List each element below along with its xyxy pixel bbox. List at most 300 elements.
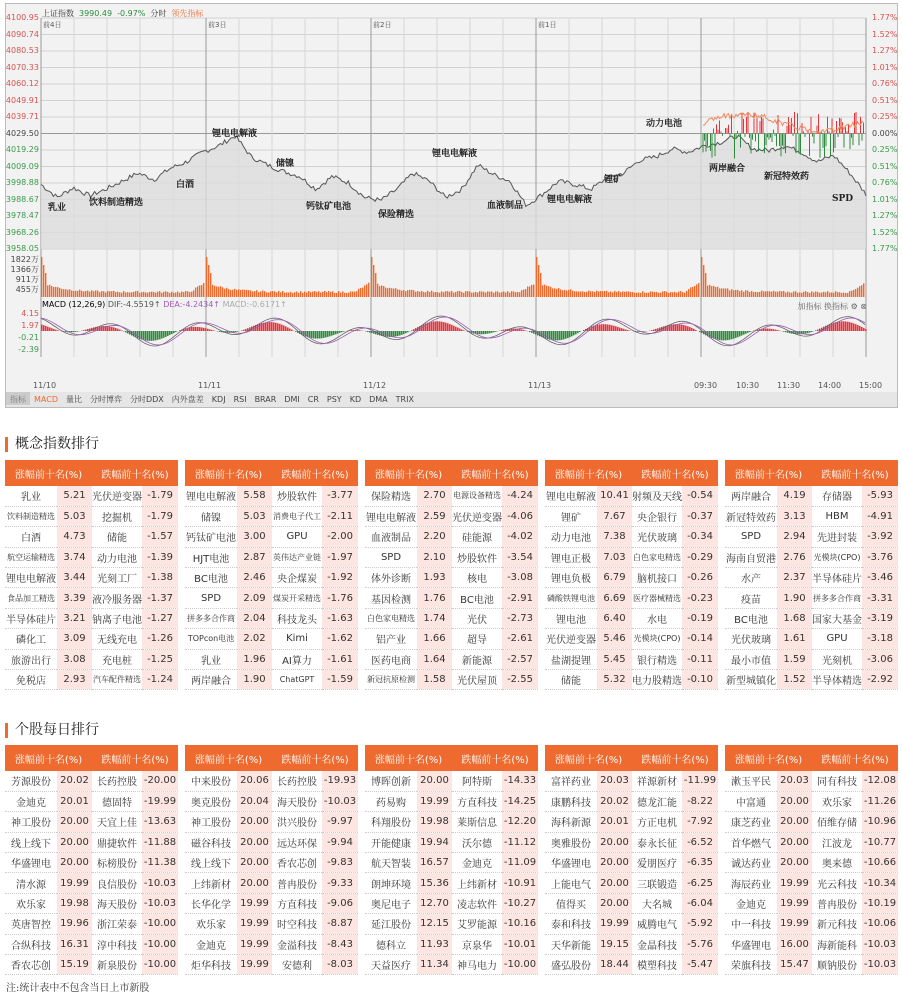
volume-bar xyxy=(483,292,484,297)
gainer-name[interactable]: 神工股份 xyxy=(185,812,237,832)
gainer-name[interactable]: 德科立 xyxy=(365,934,417,954)
gainer-name[interactable]: 科翔股份 xyxy=(365,812,417,832)
stocks-ranking-table xyxy=(185,745,358,975)
loser-name[interactable]: 洪兴股份 xyxy=(272,812,322,832)
gainer-name[interactable]: 钙钛矿电池 xyxy=(185,527,237,547)
loser-name[interactable]: 水电 xyxy=(632,608,682,628)
table-row xyxy=(365,832,538,852)
losers-header: 跌幅前十名(%) xyxy=(632,460,718,486)
gainer-pct: 1.52 xyxy=(777,670,812,690)
loser-name[interactable]: BC电池 xyxy=(452,588,502,608)
loser-pct: -1.26 xyxy=(142,629,178,649)
gainer-name[interactable]: 线上线下 xyxy=(185,853,237,873)
gainer-name[interactable]: 海南自贸港 xyxy=(725,547,777,567)
loser-name[interactable]: 阿特斯 xyxy=(452,771,502,791)
loser-name[interactable]: 煤炭开采精选 xyxy=(272,588,322,608)
loser-name[interactable]: 光刻工厂 xyxy=(92,568,142,588)
gainer-name[interactable]: BC电池 xyxy=(725,608,777,628)
gainer-name[interactable]: 磷化工 xyxy=(5,629,57,649)
loser-name[interactable]: 新能源 xyxy=(452,649,502,669)
gainer-name[interactable]: 乳业 xyxy=(5,486,57,506)
gainer-name[interactable]: 华盛锂电 xyxy=(545,853,597,873)
gainer-name[interactable]: 白色家电精选 xyxy=(365,608,417,628)
loser-name[interactable]: 良信股份 xyxy=(92,873,142,893)
gainer-name[interactable]: 清水源 xyxy=(5,873,57,893)
intraday-chart-panel[interactable] xyxy=(5,3,898,408)
indicator-tab[interactable]: RSI xyxy=(233,395,247,404)
gainer-name[interactable]: 值得买 xyxy=(545,893,597,913)
volume-bar xyxy=(624,292,625,297)
macd-bar xyxy=(209,329,211,331)
loser-name[interactable]: 安德利 xyxy=(272,955,322,975)
macd-bar xyxy=(725,331,727,340)
gainer-name[interactable]: 锂电电解液 xyxy=(5,568,57,588)
gainer-name[interactable]: 博晖创新 xyxy=(365,771,417,791)
volume-bar xyxy=(191,292,192,297)
gainer-name[interactable]: 药易购 xyxy=(365,791,417,811)
gainer-name[interactable]: 食品加工精选 xyxy=(5,588,57,608)
loser-pct: -2.57 xyxy=(502,649,538,669)
volume-bar xyxy=(465,291,466,297)
loser-name[interactable]: 超导 xyxy=(452,629,502,649)
loser-name[interactable]: 国家大基金 xyxy=(812,608,862,628)
gainer-name[interactable]: 新冠特效药 xyxy=(725,506,777,526)
gainer-pct: 20.06 xyxy=(237,771,272,791)
volume-bar xyxy=(729,290,730,297)
loser-name[interactable]: 脑机接口 xyxy=(632,568,682,588)
loser-name[interactable]: 上纬新材 xyxy=(452,873,502,893)
loser-name[interactable]: 光云科技 xyxy=(812,873,862,893)
loser-name[interactable]: 模塑科技 xyxy=(632,955,682,975)
gainer-name[interactable]: 动力电池 xyxy=(545,527,597,547)
volume-bar xyxy=(789,292,790,297)
loser-name[interactable]: 德固特 xyxy=(92,791,142,811)
gainer-name[interactable]: 锂矿 xyxy=(545,506,597,526)
chart-annotation: 锂电电解液 xyxy=(547,195,593,205)
table-row xyxy=(365,771,538,791)
gainer-name[interactable]: 金迪克 xyxy=(5,791,57,811)
gainer-name[interactable]: 中富通 xyxy=(725,791,777,811)
gainer-name[interactable]: 储镍 xyxy=(185,506,237,526)
gainer-name[interactable]: 盛弘股份 xyxy=(545,955,597,975)
volume-bar xyxy=(193,290,194,297)
loser-name[interactable]: 炒股软件 xyxy=(272,486,322,506)
macd-bar xyxy=(561,331,563,340)
gainer-name[interactable]: 长华化学 xyxy=(185,893,237,913)
indicator-tab[interactable]: 内外盘差 xyxy=(171,395,204,404)
volume-bar xyxy=(857,288,858,297)
volume-bar xyxy=(250,290,251,297)
gainer-name[interactable]: 光伏玻璃 xyxy=(725,629,777,649)
gainer-name[interactable]: 两岸融合 xyxy=(725,486,777,506)
gainer-pct: 19.96 xyxy=(57,914,92,934)
loser-name[interactable]: 医疗器械精选 xyxy=(632,588,682,608)
volume-bar xyxy=(280,292,281,297)
loser-name[interactable]: 汽车配件精选 xyxy=(92,670,142,690)
volume-bar xyxy=(115,292,116,297)
volume-bar xyxy=(652,292,653,297)
gainer-name[interactable]: 盐湖提锂 xyxy=(545,649,597,669)
volume-bar xyxy=(240,290,241,297)
loser-name[interactable]: 金晶科技 xyxy=(632,934,682,954)
loser-name[interactable]: 无线充电 xyxy=(92,629,142,649)
volume-bar xyxy=(837,292,838,297)
loser-name[interactable]: 威腾电气 xyxy=(632,914,682,934)
macd-tick: -2.39 xyxy=(18,345,39,354)
volume-bar xyxy=(783,291,784,297)
loser-name[interactable]: 时空科技 xyxy=(272,914,322,934)
loser-name[interactable]: 光模块(CPO) xyxy=(812,547,862,567)
gainer-name[interactable]: 保险精选 xyxy=(365,486,417,506)
loser-name[interactable]: 挖掘机 xyxy=(92,506,142,526)
loser-name[interactable]: 光刻机 xyxy=(812,649,862,669)
loser-name[interactable]: 佰维存储 xyxy=(812,812,862,832)
loser-name[interactable]: 半导体精选 xyxy=(812,670,862,690)
loser-name[interactable]: 三联锻造 xyxy=(632,873,682,893)
gainer-name[interactable]: 白酒 xyxy=(5,527,57,547)
loser-pct: -11.88 xyxy=(142,832,178,852)
loser-name[interactable]: 标榜股份 xyxy=(92,853,142,873)
gainer-name[interactable]: 英唐智控 xyxy=(5,914,57,934)
gainer-name[interactable]: 医药电商 xyxy=(365,649,417,669)
loser-name[interactable]: ChatGPT xyxy=(272,670,322,690)
price-tick: 4049.91 xyxy=(5,95,39,105)
loser-name[interactable]: 储能 xyxy=(92,527,142,547)
loser-name[interactable]: 凌志软件 xyxy=(452,893,502,913)
gainer-name[interactable]: 锂电负极 xyxy=(545,568,597,588)
macd-bar xyxy=(115,328,117,331)
gainer-name[interactable]: 荣旗科技 xyxy=(725,955,777,975)
loser-name[interactable]: 充电桩 xyxy=(92,649,142,669)
gainer-name[interactable]: 延江股份 xyxy=(365,914,417,934)
gainer-name[interactable]: 朗坤环境 xyxy=(365,873,417,893)
loser-name[interactable]: 普冉股份 xyxy=(812,893,862,913)
loser-name[interactable]: 浙江荣泰 xyxy=(92,914,142,934)
gainer-name[interactable]: 金迪克 xyxy=(725,893,777,913)
gainer-name[interactable]: HJT电池 xyxy=(185,547,237,567)
indicator-tab[interactable]: 量比 xyxy=(65,395,82,404)
leading-indicator-link[interactable]: 领先指标 xyxy=(171,9,204,18)
loser-name[interactable]: 海天股份 xyxy=(92,893,142,913)
gainer-name[interactable]: 诚达药业 xyxy=(725,853,777,873)
loser-pct: -10.03 xyxy=(142,873,178,893)
macd-bar xyxy=(169,331,171,335)
volume-bar xyxy=(809,293,810,297)
gainer-name[interactable]: 天益医疗 xyxy=(365,955,417,975)
loser-name[interactable]: 长药控股 xyxy=(272,771,322,791)
loser-pct: -6.35 xyxy=(682,853,718,873)
gainer-name[interactable]: 欢乐家 xyxy=(5,893,57,913)
volume-bar xyxy=(487,291,488,297)
gainer-name[interactable]: 奥尼电子 xyxy=(365,893,417,913)
gainer-name[interactable]: 华盛锂电 xyxy=(725,934,777,954)
loser-pct: -14.33 xyxy=(502,771,538,791)
gainer-pct: 1.66 xyxy=(417,629,452,649)
loser-name[interactable]: GPU xyxy=(812,629,862,649)
gainer-name[interactable]: 神工股份 xyxy=(5,812,57,832)
gainer-name[interactable]: 合纵科技 xyxy=(5,934,57,954)
close-icon[interactable]: ⊗ xyxy=(860,302,867,311)
indicator-tab[interactable]: PSY xyxy=(326,395,342,404)
loser-pct: -0.11 xyxy=(682,649,718,669)
macd-bar xyxy=(563,331,565,339)
volume-bar xyxy=(674,292,675,297)
gainer-pct: 20.00 xyxy=(777,791,812,811)
gainer-name[interactable]: 香农芯创 xyxy=(5,955,57,975)
macd-bar xyxy=(369,331,371,333)
gainer-name[interactable]: SPD xyxy=(365,547,417,567)
gainer-name[interactable]: 欢乐家 xyxy=(185,914,237,934)
volume-bar xyxy=(51,286,52,297)
gainer-name[interactable]: 上纬新材 xyxy=(185,873,237,893)
volume-bar xyxy=(576,291,577,297)
macd-dea: DEA:-4.2434↑ xyxy=(163,300,221,309)
gainer-name[interactable]: 中来股份 xyxy=(185,771,237,791)
gainer-name[interactable]: 半导体硅片 xyxy=(5,608,57,628)
gainer-name[interactable]: 免税店 xyxy=(5,670,57,690)
gainer-name[interactable]: 拼多多合作商 xyxy=(185,608,237,628)
x-label: 11/10 xyxy=(33,381,57,390)
gainer-pct: 3.39 xyxy=(57,588,92,608)
gainer-name[interactable]: 芳源股份 xyxy=(5,771,57,791)
loser-name[interactable]: 半导体硅片 xyxy=(812,568,862,588)
loser-name[interactable]: 拼多多合作商 xyxy=(812,588,862,608)
gainer-name[interactable]: 天华新能 xyxy=(545,934,597,954)
gainer-name[interactable]: 锂电电解液 xyxy=(365,506,417,526)
loser-name[interactable]: 新元科技 xyxy=(812,914,862,934)
gainer-name[interactable]: 磁谷科技 xyxy=(185,832,237,852)
gainer-pct: 20.00 xyxy=(57,832,92,852)
loser-name[interactable]: 海天股份 xyxy=(272,791,322,811)
loser-name[interactable]: 天宜上佳 xyxy=(92,812,142,832)
add-indicator-button[interactable]: 加指标 xyxy=(797,302,822,311)
indicator-tab[interactable]: 分时DDX xyxy=(129,395,164,404)
macd-bar xyxy=(317,331,319,339)
loser-name[interactable]: Kimi xyxy=(272,629,322,649)
gainer-name[interactable]: 磷酸铁锂电池 xyxy=(545,588,597,608)
indicator-tab[interactable]: KDJ xyxy=(211,395,226,404)
loser-name[interactable]: 普冉股份 xyxy=(272,873,322,893)
indicator-tab[interactable]: TRIX xyxy=(395,395,414,404)
volume-tick: 1366万 xyxy=(10,265,39,274)
gainer-name[interactable]: 新冠抗原检测 xyxy=(365,670,417,690)
gainer-name[interactable]: 华盛锂电 xyxy=(5,853,57,873)
loser-name[interactable]: 泰永长征 xyxy=(632,832,682,852)
volume-bar xyxy=(85,291,86,297)
volume-bar xyxy=(811,291,812,297)
gainer-name[interactable]: 疫苗 xyxy=(725,588,777,608)
loser-name[interactable]: 淳中科技 xyxy=(92,934,142,954)
macd-bar xyxy=(699,331,701,332)
loser-name[interactable]: 液冷服务器 xyxy=(92,588,142,608)
volume-bar xyxy=(688,289,689,297)
gainer-name[interactable]: 旅游出行 xyxy=(5,649,57,669)
macd-bar xyxy=(479,331,481,334)
loser-name[interactable]: 央企银行 xyxy=(632,506,682,526)
volume-bar xyxy=(813,292,814,297)
gainer-pct: 19.99 xyxy=(237,934,272,954)
gainer-name[interactable]: 最小市值 xyxy=(725,649,777,669)
gainer-name[interactable]: 基因检测 xyxy=(365,588,417,608)
gainer-name[interactable]: 锂电电解液 xyxy=(545,486,597,506)
loser-name[interactable]: 欢乐家 xyxy=(812,791,862,811)
volume-bar xyxy=(129,292,130,297)
loser-name[interactable]: 核电 xyxy=(452,568,502,588)
gainer-name[interactable]: 铝产业 xyxy=(365,629,417,649)
gainer-name[interactable]: 锂电池 xyxy=(545,608,597,628)
volume-bar xyxy=(232,290,233,297)
gainer-name[interactable]: 上能电气 xyxy=(545,873,597,893)
macd-bar xyxy=(151,331,153,341)
gainer-pct: 2.59 xyxy=(417,506,452,526)
loser-name[interactable]: 钠离子电池 xyxy=(92,608,142,628)
loser-name[interactable]: 光模块(CPO) xyxy=(632,629,682,649)
loser-name[interactable]: 艾罗能源 xyxy=(452,914,502,934)
gainer-name[interactable]: 中一科技 xyxy=(725,914,777,934)
table-row xyxy=(725,649,898,669)
indicator-tab[interactable]: DMA xyxy=(369,395,388,404)
loser-name[interactable]: HBM xyxy=(812,506,862,526)
loser-name[interactable]: 大名城 xyxy=(632,893,682,913)
volume-bar xyxy=(248,290,249,297)
loser-name[interactable]: 白色家电精选 xyxy=(632,547,682,567)
indicator-tab[interactable]: KD xyxy=(349,395,362,404)
gainer-name[interactable]: 两岸融合 xyxy=(185,670,237,690)
settings-icon[interactable]: ⚙ xyxy=(850,302,858,311)
indicator-tab[interactable]: MACD xyxy=(34,395,58,404)
loser-name[interactable]: 爱朋医疗 xyxy=(632,853,682,873)
gainers-header: 涨幅前十名(%) xyxy=(365,460,452,486)
loser-name[interactable]: 光伏屋顶 xyxy=(452,670,502,690)
gainer-name[interactable]: 富祥药业 xyxy=(545,771,597,791)
switch-indicator-button[interactable]: 换指标 xyxy=(824,302,849,311)
loser-name[interactable]: 远达环保 xyxy=(272,832,322,852)
indicator-tab[interactable]: DMI xyxy=(284,395,300,404)
indicator-tab[interactable]: 指标 xyxy=(6,392,30,405)
gainer-name[interactable]: 水产 xyxy=(725,568,777,588)
loser-name[interactable]: 鼎捷软件 xyxy=(92,832,142,852)
gainer-name[interactable]: SPD xyxy=(185,588,237,608)
loser-name[interactable]: 动力电池 xyxy=(92,547,142,567)
macd-bar xyxy=(197,327,199,331)
macd-bar xyxy=(459,329,461,331)
loser-name[interactable]: 海新能科 xyxy=(812,934,862,954)
gainer-name[interactable]: 线上线下 xyxy=(5,832,57,852)
loser-name[interactable]: 沃尔德 xyxy=(452,832,502,852)
macd-bar xyxy=(775,330,777,331)
gainer-name[interactable]: 饮料制造精选 xyxy=(5,506,57,526)
loser-name[interactable]: 金迪克 xyxy=(452,853,502,873)
indicator-tab[interactable]: 分时博弈 xyxy=(89,395,122,404)
macd-bar xyxy=(679,324,681,331)
gainer-name[interactable]: 海辰药业 xyxy=(725,873,777,893)
gainer-name[interactable]: 航空运输精选 xyxy=(5,547,57,567)
table-row xyxy=(365,608,538,628)
volume-bar xyxy=(475,292,476,297)
loser-name[interactable]: 光伏逆变器 xyxy=(92,486,142,506)
loser-name[interactable]: AI算力 xyxy=(272,649,322,669)
loser-name[interactable]: 方直科技 xyxy=(452,791,502,811)
loser-name[interactable]: 祥源新材 xyxy=(632,771,682,791)
loser-name[interactable]: 炒股软件 xyxy=(452,547,502,567)
gainer-name[interactable]: 康鹏科技 xyxy=(545,791,597,811)
loser-name[interactable]: 香农芯创 xyxy=(272,853,322,873)
gainer-name[interactable]: 锂电正极 xyxy=(545,547,597,567)
loser-name[interactable]: 莱斯信息 xyxy=(452,812,502,832)
indicator-tab[interactable]: CR xyxy=(307,395,319,404)
gainer-name[interactable]: 首华燃气 xyxy=(725,832,777,852)
loser-name[interactable]: 光伏 xyxy=(452,608,502,628)
loser-name[interactable]: 电源设备精选 xyxy=(452,486,502,506)
gainer-name[interactable]: 金迪克 xyxy=(185,934,237,954)
gainer-name[interactable]: 体外诊断 xyxy=(365,568,417,588)
loser-name[interactable]: 光伏逆变器 xyxy=(452,506,502,526)
loser-name[interactable]: 先进封装 xyxy=(812,527,862,547)
loser-name[interactable]: 硅能源 xyxy=(452,527,502,547)
gainer-name[interactable]: 炬华科技 xyxy=(185,955,237,975)
table-row xyxy=(365,873,538,893)
gainer-name[interactable]: TOPcon电池 xyxy=(185,629,237,649)
gainer-name[interactable]: 乳业 xyxy=(185,649,237,669)
loser-name[interactable]: 京泉华 xyxy=(452,934,502,954)
volume-bar xyxy=(216,286,217,297)
loser-name[interactable]: 存储器 xyxy=(812,486,862,506)
gainer-name[interactable]: 康芝药业 xyxy=(725,812,777,832)
loser-name[interactable]: 科技龙头 xyxy=(272,608,322,628)
gainer-name[interactable]: 奥雅股份 xyxy=(545,832,597,852)
chart-annotation: 两岸融合 xyxy=(709,164,746,174)
table-row xyxy=(545,791,718,811)
gainer-name[interactable]: 海科新源 xyxy=(545,812,597,832)
loser-pct: -10.01 xyxy=(502,934,538,954)
gainer-name[interactable]: 泰和科技 xyxy=(545,914,597,934)
gainer-name[interactable]: BC电池 xyxy=(185,568,237,588)
loser-name[interactable]: 央企煤炭 xyxy=(272,568,322,588)
indicator-tab[interactable]: BRAR xyxy=(254,395,277,404)
loser-name[interactable]: 电力股精选 xyxy=(632,670,682,690)
gainer-name[interactable]: 储能 xyxy=(545,670,597,690)
gainer-name[interactable]: 血液制品 xyxy=(365,527,417,547)
gainer-name[interactable]: 锂电电解液 xyxy=(185,486,237,506)
gainer-name[interactable]: SPD xyxy=(725,527,777,547)
loser-name[interactable]: 英伟达产业链 xyxy=(272,547,322,567)
gainer-name[interactable]: 航天智装 xyxy=(365,853,417,873)
gainer-name[interactable]: 光伏逆变器 xyxy=(545,629,597,649)
gainer-name[interactable]: 奥克股份 xyxy=(185,791,237,811)
loser-name[interactable]: 德龙汇能 xyxy=(632,791,682,811)
loser-name[interactable]: 新泉股份 xyxy=(92,955,142,975)
loser-name[interactable]: 消费电子代工 xyxy=(272,506,322,526)
loser-name[interactable]: 顺钠股份 xyxy=(812,955,862,975)
loser-name[interactable]: 射频及天线 xyxy=(632,486,682,506)
loser-name[interactable]: 方直科技 xyxy=(272,893,322,913)
loser-name[interactable]: 方正电机 xyxy=(632,812,682,832)
loser-name[interactable]: 银行精选 xyxy=(632,649,682,669)
volume-bar xyxy=(680,291,681,297)
table-row xyxy=(725,771,898,791)
loser-name[interactable]: 奥来德 xyxy=(812,853,862,873)
gainer-name[interactable]: 新型城镇化 xyxy=(725,670,777,690)
loser-name[interactable]: GPU xyxy=(272,527,322,547)
loser-name[interactable]: 长药控股 xyxy=(92,771,142,791)
gainer-name[interactable]: 开能健康 xyxy=(365,832,417,852)
loser-name[interactable]: 光伏玻璃 xyxy=(632,527,682,547)
gainer-name[interactable]: 漱玉平民 xyxy=(725,771,777,791)
loser-name[interactable]: 江波龙 xyxy=(812,832,862,852)
loser-name[interactable]: 神马电力 xyxy=(452,955,502,975)
loser-name[interactable]: 同有科技 xyxy=(812,771,862,791)
loser-name[interactable]: 金溢科技 xyxy=(272,934,322,954)
